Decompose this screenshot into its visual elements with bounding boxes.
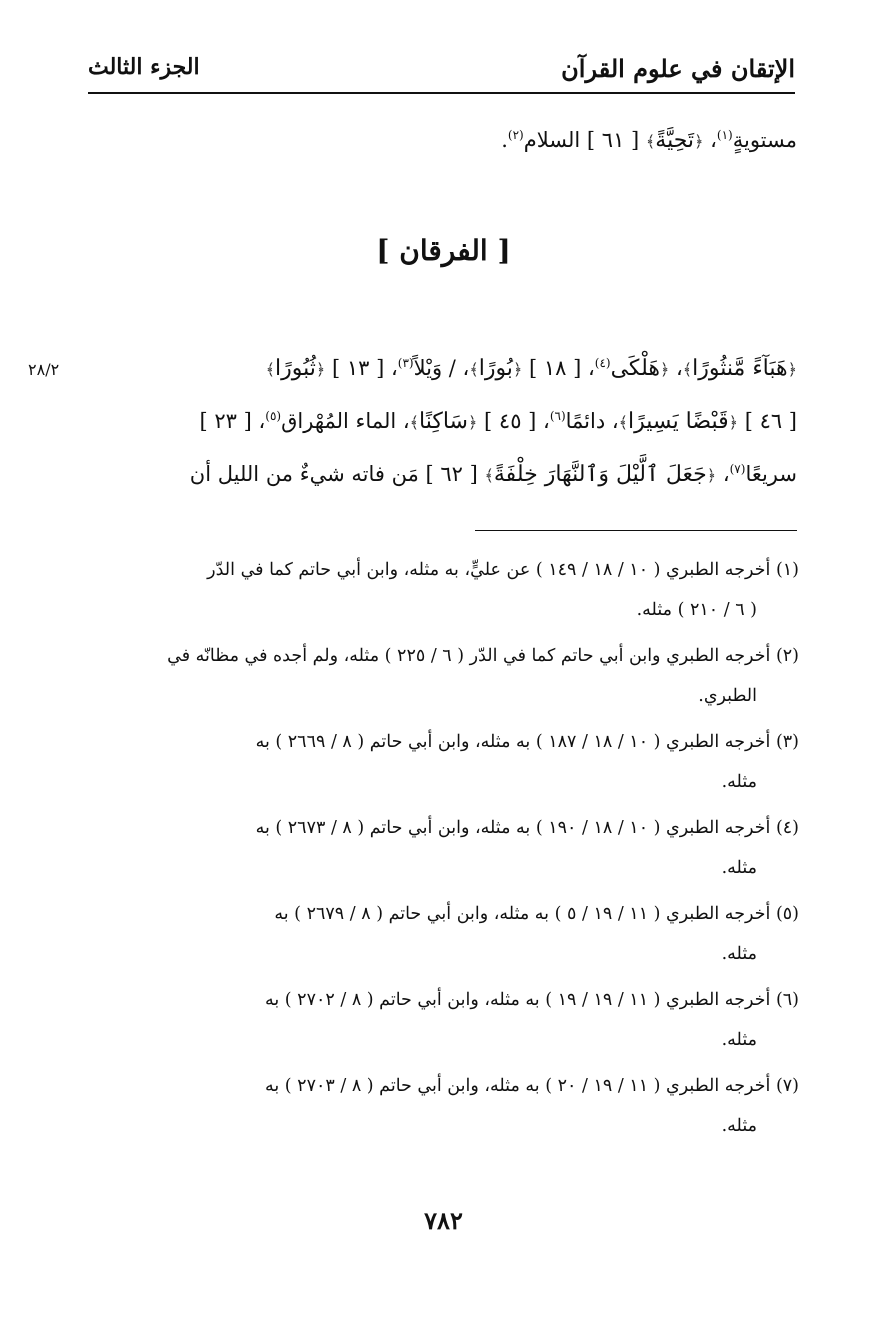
ornament-close: ﴾ (469, 360, 479, 379)
quran-phrase: هَلْكَى (610, 356, 660, 381)
verse-number: [ ١٣ ] (331, 356, 385, 380)
footnote-continuation: مثله. (721, 1030, 757, 1050)
ornament-open: ﴿ (512, 360, 523, 379)
footnote-text: أخرجه الطبري ( ١١ / ١٩ / ١٩ ) به مثله، وابن أبي حاتم ( ٨ / ٢٧٠٢ ) به (264, 990, 771, 1010)
footnote-continuation: مثله. (721, 858, 757, 878)
quran-phrase: قَبْضًا يَسِيرًا (628, 409, 729, 434)
verse-number: [ ٤٦ ] (744, 409, 797, 433)
word: مستويةٍ (732, 128, 797, 152)
footnote-text: أخرجه الطبري ( ١٠ / ١٨ / ١٨٧ ) به مثله، وابن أبي حاتم ( ٨ / ٢٦٦٩ ) به (255, 732, 771, 752)
footnote-ref: (٦) (549, 409, 566, 423)
footnote-continuation: مثله. (721, 1116, 757, 1136)
footnote-ref: (٢) (507, 128, 524, 142)
footnote-text: أخرجه الطبري ( ١١ / ١٩ / ٥ ) به مثله، وابن أبي حاتم ( ٨ / ٢٦٧٩ ) به (274, 904, 771, 924)
ornament-close: ﴾ (645, 132, 656, 151)
quran-phrase: سَاكِنًا (419, 409, 468, 434)
footnote-number: (٢) (775, 646, 799, 666)
ornament-close: ﴾ (265, 360, 276, 379)
footnote-number: (٤) (775, 818, 799, 838)
quran-phrase: تَحِيَّةً (655, 128, 695, 153)
ornament-open: ﴿ (467, 413, 478, 432)
ornament-close: ﴾ (484, 466, 494, 485)
footnote-number: (٣) (775, 732, 799, 752)
quran-phrase: ثُبُورًا (275, 356, 316, 381)
verse-number: [ ٢٣ ] (199, 409, 252, 433)
footnote-continuation: الطبري. (698, 686, 757, 706)
footnote-ref: (٧) (729, 462, 746, 476)
part-title: الجزء الثالث (88, 54, 200, 80)
footnote (84, 722, 799, 802)
footnote-text: أخرجه الطبري ( ١٠ / ١٨ / ١٤٩ ) عن عليٍّ، به مثله، وابن أبي حاتم كما في الدّر (207, 560, 771, 580)
running-header (88, 52, 795, 94)
footnote-separator (475, 530, 797, 531)
footnote (84, 808, 799, 888)
footnote (84, 980, 799, 1060)
ornament-close: ﴾ (409, 413, 420, 432)
ornament-close: ﴾ (682, 360, 693, 379)
body-line-2: [ ٤٦ ] ﴿قَبْضًا يَسِيرًا﴾، دائمًا$^{(٦)}$، [ ٤٥ ] ﴿سَاكِنًا﴾، الماء المُهْراق$^{(٥)}$، [ ٢٣ ] (199, 409, 797, 434)
ornament-open: ﴿ (787, 360, 797, 379)
footnote-ref: (١) (716, 128, 733, 142)
word: وَيْلاً (413, 356, 443, 380)
word: الماء المُهْراق (281, 409, 397, 433)
word: دائمًا (565, 409, 606, 433)
footnote-ref: (٤) (594, 356, 611, 370)
body-line-3: سريعًا$^{(٧)}$، ﴿جَعَلَ ٱلَّيْلَ وَٱلنَّهَارَ خِلْفَةً﴾ [ ٦٢ ] مَن فاته شيءٌ من الليل أن (189, 462, 797, 487)
body-line-0 (88, 128, 797, 153)
full-stop: . (501, 128, 508, 152)
quran-phrase: بُورًا (478, 356, 513, 381)
book-title: الإتقان في علوم القرآن (561, 54, 795, 83)
footnote-continuation: مثله. (721, 772, 757, 792)
footnote-text: أخرجه الطبري ( ١٠ / ١٨ / ١٩٠ ) به مثله، وابن أبي حاتم ( ٨ / ٢٦٧٣ ) به (255, 818, 771, 838)
footnote (84, 636, 799, 716)
separator: ، (703, 128, 717, 152)
quran-phrase: جَعَلَ ٱلَّيْلَ وَٱلنَّهَارَ خِلْفَةً (493, 462, 707, 487)
ornament-open: ﴿ (694, 132, 704, 151)
word: سريعًا (745, 462, 797, 486)
body-text: مَن فاته شيءٌ من الليل أن (189, 462, 419, 486)
word: السلام (523, 128, 581, 152)
footnote (84, 550, 799, 630)
page-number: ٧٨٢ (424, 1206, 463, 1235)
verse-number: [ ١٨ ] (529, 356, 582, 380)
ornament-close: ﴾ (618, 413, 629, 432)
footnote-ref: (٣) (397, 356, 414, 370)
footnote-text: أخرجه الطبري وابن أبي حاتم كما في الدّر ( ٦ / ٢٢٥ ) مثله، ولم أجده في مظانّه في (167, 646, 771, 666)
margin-reference: ٢٨/٢ (28, 360, 60, 379)
page-break-slash: / (448, 356, 456, 380)
body-line-1: ﴿هَبَآءً مَّنثُورًا﴾، ﴿هَلْكَى$^{(٤)}$، [ ١٨ ] ﴿بُورًا﴾، / وَيْلاً$^{(٣)}$، [ ١٣ ] ﴿ثُبُورًا﴾ (265, 356, 797, 381)
verse-number: [ ٦١ ] (586, 128, 640, 152)
quran-phrase: هَبَآءً مَّنثُورًا (692, 356, 788, 381)
surah-heading: [ الفرقان ] (376, 234, 511, 267)
ornament-open: ﴿ (315, 360, 326, 379)
footnote (84, 894, 799, 974)
ornament-open: ﴿ (659, 360, 670, 379)
footnote-text: أخرجه الطبري ( ١١ / ١٩ / ٢٠ ) به مثله، وابن أبي حاتم ( ٨ / ٢٧٠٣ ) به (264, 1076, 771, 1096)
footnote-ref: (٥) (265, 409, 282, 423)
footnote-number: (٧) (775, 1076, 799, 1096)
footnote-number: (٦) (775, 990, 799, 1010)
footnote-number: (١) (775, 560, 799, 580)
ornament-open: ﴿ (706, 466, 717, 485)
footnote-number: (٥) (775, 904, 799, 924)
ornament-open: ﴿ (728, 413, 738, 432)
footnote-continuation: مثله. (721, 944, 757, 964)
footnote (84, 1066, 799, 1146)
verse-number: [ ٦٢ ] (425, 462, 478, 486)
footnote-continuation: ( ٦ / ٢١٠ ) مثله. (636, 600, 757, 620)
verse-number: [ ٤٥ ] (484, 409, 537, 433)
